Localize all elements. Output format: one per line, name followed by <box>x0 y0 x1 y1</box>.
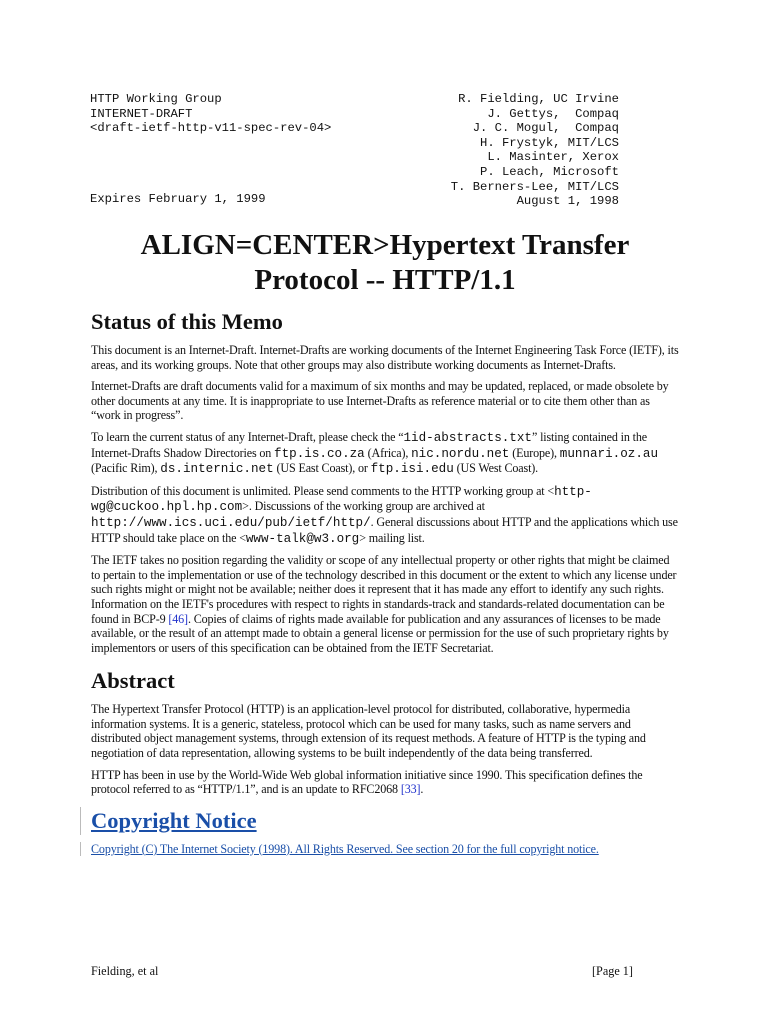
copyright-heading[interactable]: Copyright Notice <box>80 807 679 835</box>
code: ftp.isi.edu <box>370 462 454 477</box>
title-line: Protocol -- HTTP/1.1 <box>254 264 516 296</box>
text: Distribution of this document is unlimited. Please send comments to the HTTP working group at < <box>91 483 555 498</box>
author: P. Leach, Microsoft <box>480 164 619 179</box>
author: T. Berners-Lee, MIT/LCS <box>450 179 619 194</box>
doc-date: August 1, 1998 <box>516 194 619 209</box>
reference-link-46[interactable]: [46] <box>168 611 188 626</box>
author: L. Masinter, Xerox <box>487 150 619 165</box>
expires-date: Expires February 1, 1999 <box>90 192 266 206</box>
text: (US East Coast), or <box>273 461 371 476</box>
text: (Europe), <box>509 445 560 460</box>
draft-name: <draft-ietf-http-v11-spec-rev-04> <box>90 121 332 136</box>
text: To learn the current status of any Internet-Draft, please check the “ <box>91 429 404 444</box>
author: J. C. Mogul, Compaq <box>472 121 619 136</box>
paragraph: This document is an Internet-Draft. Internet-Drafts are working documents of the Internet Engineering Task Force (IETF), its areas, and its working groups. Note that other groups may also distribute working documents as Internet-Drafts. <box>91 343 679 372</box>
header-left <box>90 92 331 136</box>
paragraph <box>80 768 679 797</box>
text: HTTP has been in use by the World-Wide Web global information initiative since 1990. This specification defines the protocol referred to as “HTTP/1.1”, and is an update to RFC2068 <box>91 767 643 797</box>
page-number: [Page 1] <box>592 964 633 978</box>
text: >. Discussions of the working group are archived at <box>242 499 485 514</box>
code: www-talk@w3.org <box>245 531 360 546</box>
text: (Pacific Rim), <box>91 461 161 476</box>
code: ds.internic.net <box>160 462 274 477</box>
copyright-notice-link[interactable]: Copyright (C) The Internet Society (1998). All Rights Reserved. See section 20 for the full copyright notice. <box>80 842 679 857</box>
text: . <box>420 782 424 797</box>
text: . General discussions about HTTP and the applications which use HTTP should take place on the < <box>91 514 678 545</box>
abstract-heading: Abstract <box>91 668 175 694</box>
paragraph: Internet-Drafts are draft documents valid for a maximum of six months and may be updated, replaced, or made obsolete by other documents at any time. It is inappropriate to use Internet-Drafts as reference material or to cite them other than as “work in progress”. <box>91 379 669 423</box>
author: H. Frystyk, MIT/LCS <box>480 135 619 150</box>
paragraph <box>91 484 679 546</box>
text: > mailing list. <box>359 530 425 545</box>
authors-list <box>451 92 619 209</box>
paragraph <box>91 553 679 655</box>
author: J. Gettys, Compaq <box>487 106 619 121</box>
code: nic.nordu.net <box>411 446 510 461</box>
text: ” listing contained in the Internet-Drafts Shadow Directories on <box>91 429 647 460</box>
footer-authors: Fielding, et al <box>91 964 159 978</box>
author: R. Fielding, UC Irvine <box>458 92 619 106</box>
status-heading: Status of this Memo <box>91 309 283 334</box>
code: ftp.is.co.za <box>274 446 365 461</box>
title-line: ALIGN=CENTER>Hypertext Transfer <box>140 229 630 261</box>
text: (US West Coast). <box>453 461 539 476</box>
paragraph: The Hypertext Transfer Protocol (HTTP) is an application-level protocol for distributed, collaborative, hypermedia information systems. It is a generic, stateless, protocol which can be used for many tasks, such as name servers and distributed object management systems, through extension of its request methods. A feature of HTTP is the typing and negotiation of data representation, allowing systems to be built independently of the data being transferred. <box>91 702 646 761</box>
text: The IETF takes no position regarding the validity or scope of any intellectual property or other rights that might be claimed to pertain to the implementation or use of the technology described in this document or the extent to which any license under such rights might or might not be available; neither does it represent that it has made any effort to identify any such rights. Information on the IETF's procedures with respect to rights in standards-track and standards-related documentation can be found in BCP-9 <box>91 553 677 626</box>
code: http://www.ics.uci.edu/pub/ietf/http/ <box>91 515 371 530</box>
code: http-wg@cuckoo.hpl.hp.com <box>91 484 592 515</box>
working-group: HTTP Working Group <box>90 92 222 106</box>
doc-status: INTERNET-DRAFT <box>90 106 193 121</box>
code: munnari.oz.au <box>559 446 659 461</box>
reference-link-33[interactable]: [33] <box>400 782 421 797</box>
text: (Africa), <box>364 445 412 460</box>
code: 1id-abstracts.txt <box>403 430 532 445</box>
document-body <box>91 308 679 863</box>
paragraph <box>91 430 679 477</box>
text: . Copies of claims of rights made available for publication and any assurances of licenses to be made available, or the result of an attempt made to obtain a general license or permission for the use of such proprietary rights by implementors or users of this specification can be obtained from the IETF Secretariat. <box>91 611 669 655</box>
page-title <box>0 228 770 298</box>
